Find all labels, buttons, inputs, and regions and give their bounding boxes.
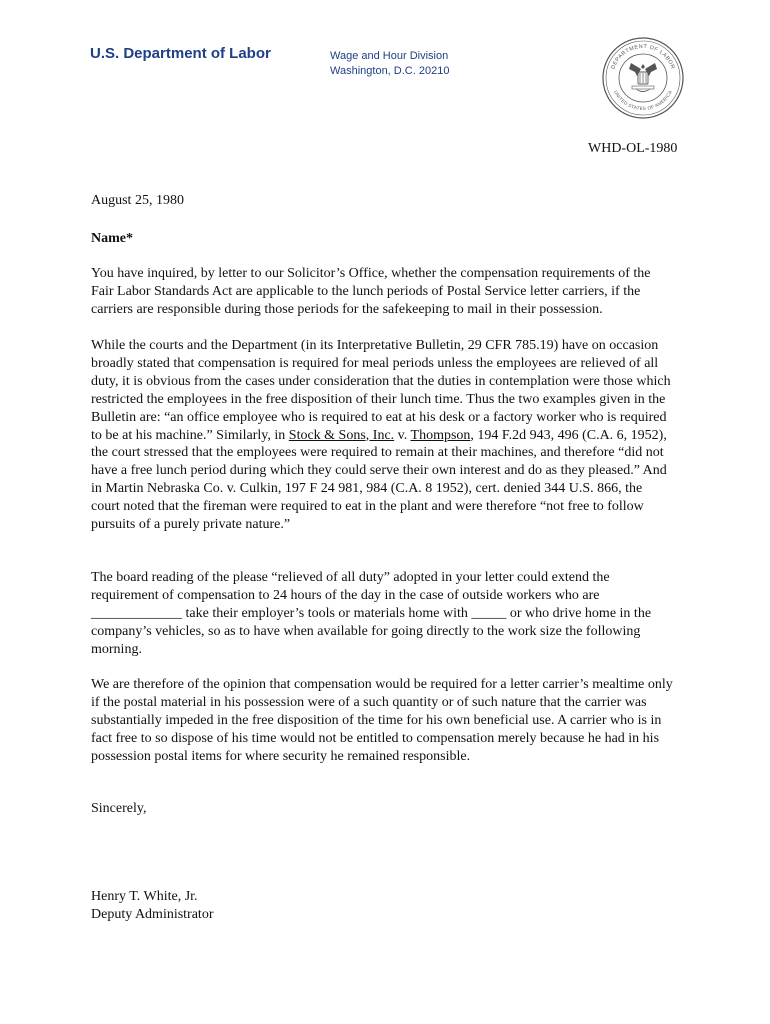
reference-number: WHD-OL-1980 (588, 141, 678, 156)
seal-bottom-text: UNITED STATES OF AMERICA (613, 89, 673, 112)
letter-date: August 25, 1980 (91, 193, 184, 208)
department-seal-icon (601, 36, 685, 120)
division-name: Wage and Hour Division (330, 50, 449, 62)
division-block (330, 49, 449, 79)
paragraph-2-intro: While the courts and the Department (in its Interpretative Bulletin, 29 CFR 785.19) have on occasion broadly stated that compensation is required for meal periods unless the employees are relieved of all duty, it is obvious from the cases under consideration that the duties in contemplation were those which restricted the employees in the free disposition of their lunch time. Thus the two examples given in the Bulletin are: “an office employee who is required to eat at his desk or a factory worker who is required to be at his machine.” Similarly, in (91, 338, 671, 443)
case-name-thompson: Thompson (410, 427, 471, 443)
seal-top-text: DEPARTMENT OF LABOR (610, 43, 676, 71)
paragraph-2 (91, 337, 674, 534)
salutation: Name* (91, 231, 133, 246)
eagle-icon (629, 63, 657, 92)
paragraph-2-rest: , 194 F.2d 943, 496 (C.A. 6, 1952), the court stressed that the employees were required to remain at their machines, and therefore “did not have a free lunch period during which they could serve their own interest and do as they pleased.” And in Martin Nebraska Co. v. Culkin, 197 F 24 981, 984 (C.A. 8 1952), cert. denied 344 U.S. 866, the court noted that the fireman were required to eat in the plant and were therefore “not free to follow pursuits of a purely private nature.” (91, 427, 667, 533)
paragraph-4: We are therefore of the opinion that compensation would be required for a letter carrier’s mealtime only if the postal material in his possession were of a such quantity or of such nature that the carrier was substantially impeded in the free disposition of the time for his own beneficial use. A carrier who is in fact free to so dispose of his time would not be entitled to compensation merely because he had in his possession postal items for where security he remained responsible. (91, 677, 673, 764)
case-versus: v. (394, 427, 411, 443)
division-address: Washington, D.C. 20210 (330, 65, 450, 77)
signer-title: Deputy Administrator (91, 907, 214, 922)
closing: Sincerely, (91, 801, 147, 816)
case-name-stock-sons: Stock & Sons, Inc. (288, 427, 395, 443)
paragraph-1: You have inquired, by letter to our Solicitor’s Office, whether the compensation requirements of the Fair Labor Standards Act are applicable to the lunch periods of Postal Service letter carriers, if the carriers are responsible during those periods for the safekeeping to mail in their possession. (91, 266, 651, 317)
signer-name: Henry T. White, Jr. (91, 889, 198, 904)
agency-name: U.S. Department of Labor (90, 45, 271, 62)
paragraph-3: The board reading of the please “relieved of all duty” adopted in your letter could extend the requirement of compensation to 24 hours of the day in the case of outside workers who are _____________ take their employer’s tools or materials home with _____ or who drive home in the company’s vehicles, so as to have when available for going directly to the work size the following morning. (91, 570, 652, 657)
svg-text:UNITED STATES OF AMERICA (613, 89, 673, 111)
